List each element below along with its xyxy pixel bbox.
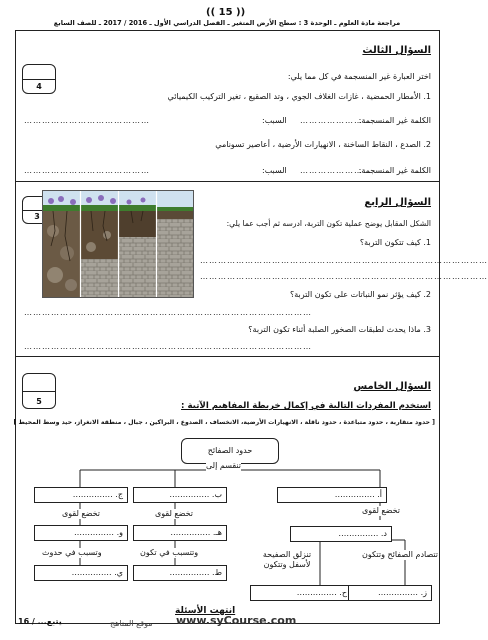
q3-reason-label-1: السبب: xyxy=(262,116,287,125)
q3-answer-label-2: الكلمة غير المنسجمة: xyxy=(358,166,431,175)
q3-reason-blank-2[interactable]: …………………………………… xyxy=(24,166,150,175)
forces-label-1: تخضع لقوى xyxy=(62,509,101,518)
cause-label-mid: وتتسبب في تكون xyxy=(140,548,199,557)
q3-answer-blank-1[interactable]: …………………… xyxy=(300,116,372,125)
q4-answer2-line[interactable]: …………………………………………………………………………………… xyxy=(24,308,312,317)
site-name: موقع المناهج xyxy=(110,619,153,628)
cause-label-left: وتسبب في حدوث xyxy=(42,548,102,557)
box-w[interactable]: و. …………… xyxy=(34,525,128,541)
q4-instruction: الشكل المقابل يوضح عملية تكون التربة، ادرسه ثم أجب عما يلي: xyxy=(226,219,431,228)
end-of-questions: انتهت الأسئلة xyxy=(175,606,236,616)
box-z[interactable]: ز. …………… xyxy=(348,585,432,601)
box-j[interactable]: ج. …………… xyxy=(34,487,128,503)
q3-item2: 2. الصدع ، النقاط الساخنة ، الانهيارات الأرضية ، أعاصير تسونامي xyxy=(215,140,431,149)
box-y[interactable]: ي. …………… xyxy=(34,565,128,581)
q3-instruction: اختر العبارة غير المنسجمة في كل مما يلي: xyxy=(287,72,431,81)
q5-word-bank: [ حدود متقاربة ، حدود متباعدة ، حدود ناقلة ، الانهيارات الأرضية، الانخساف ، الصدوع ، البراكين ، جبال ، منطقة الانغراز، حيد وسط المحيط ] xyxy=(13,419,435,426)
q4-q1: 1. كيف تتكون التربة؟ xyxy=(359,238,431,247)
forces-label-3: تخضع لقوى xyxy=(362,506,401,515)
q5-title: السؤال الخامس xyxy=(353,381,431,392)
box-h[interactable]: هـ. …………… xyxy=(133,525,227,541)
q3-answer-blank-2[interactable]: …………………… xyxy=(300,166,372,175)
box-t[interactable]: ط. …………… xyxy=(133,565,227,581)
forces-label-2: تخضع لقوى xyxy=(155,509,194,518)
concept-root: حدود الصفائح xyxy=(181,438,279,464)
q3-title: السؤال الثالث xyxy=(362,45,431,56)
q3-item1: 1. الأمطار الحمضية ، غازات الغلاف الجوي ، وتد الصقيع ، تغير التركيب الكيميائي xyxy=(167,92,431,101)
q4-answer3-line[interactable]: …………………………………………………………………………………… xyxy=(24,342,312,351)
q4-q2: 2. كيف يؤثر نمو النباتات على تكون التربة؟ xyxy=(289,290,431,299)
q3-reason-label-2: السبب: xyxy=(262,166,287,175)
q3-answer-label-1: الكلمة غير المنسجمة: xyxy=(358,116,431,125)
q4-answer1-line2[interactable]: …………………………………………………………………………………… xyxy=(200,272,488,281)
box-h2[interactable]: ح. …………… xyxy=(250,585,352,601)
q5-score: 5 xyxy=(36,397,42,406)
q4-score: 3 xyxy=(34,212,40,221)
q4-q3: 3. ماذا يحدث لطبقات الصخور الصلبة أثناء تكون التربة؟ xyxy=(248,325,431,334)
slide-label: تنزلق الصفيحة لأسفل وتتكون xyxy=(256,550,318,570)
q4-title: السؤال الرابع xyxy=(364,197,431,208)
watermark: www.syCourse.com xyxy=(176,614,297,627)
collide-label: تتصادم الصفائح وتتكون xyxy=(362,550,439,559)
q4-answer1-line1[interactable]: …………………………………………………………………………………… xyxy=(200,256,488,265)
q3-score: 4 xyxy=(36,82,42,91)
q3-reason-blank-1[interactable]: …………………………………… xyxy=(24,116,150,125)
box-d[interactable]: د. …………… xyxy=(290,526,392,542)
page-header: مراجعة مادة العلوم ـ الوحدة 3 : سطح الأرض المتغير ـ الفصل الدراسي الأول ـ 2016 / 2017 ـ للصف السابع xyxy=(53,19,401,27)
follow-label: يتبع... / 16 xyxy=(18,617,62,626)
q5-instruction: استخدم المفردات التالية في إكمال خريطة المفاهيم الآتية : xyxy=(181,401,431,411)
box-a[interactable]: أ. …………… xyxy=(277,487,387,503)
box-b[interactable]: ب. …………… xyxy=(133,487,227,503)
page-number: (( 15 )) xyxy=(206,7,246,18)
divides-label: تنقسم إلى xyxy=(206,461,242,470)
